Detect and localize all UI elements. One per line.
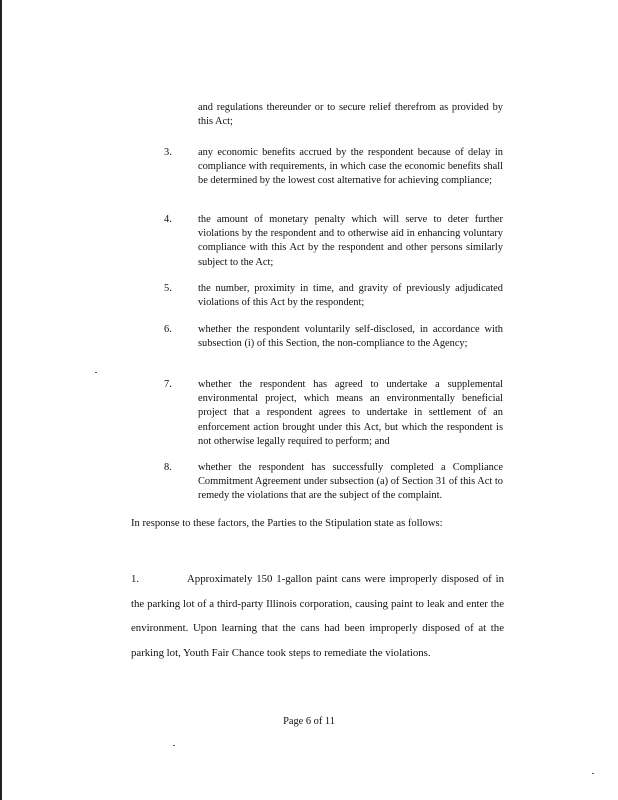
item-text: whether the respondent has agreed to undertake a supplemental environmental project, which means an environmentally beneficial project that a respondent agrees to undertake in settlement of an enforcement action brought under this Act, but which the respondent is not otherwise legally required to perform; and: [198, 379, 503, 447]
paragraph-text: Approximately 150 1-gallon paint cans were improperly disposed of in the parking lot of a third-party Illinois corporation, causing paint to leak and enter the environment. Upon learning that the cans had been improperly disposed of at the parking lot, Youth Fair Chance took steps to remediate the violations.: [131, 573, 504, 659]
page-footer: Page 6 of 11: [283, 716, 335, 727]
scan-edge: [0, 0, 2, 800]
item-continuation: and regulations thereunder or to secure relief therefrom as provided by this Act;: [198, 102, 503, 128]
numbered-paragraph: [131, 567, 504, 665]
item-number: 4.: [164, 214, 172, 225]
item-number: 5.: [164, 283, 172, 294]
paragraph-number: 1.: [131, 573, 140, 585]
item-number: 7.: [164, 379, 172, 390]
item-text: any economic benefits accrued by the respondent because of delay in compliance with requirements, in which case the economic benefits shall be determined by the lowest cost alternative for achieving compliance;: [198, 147, 503, 187]
scan-speck: [95, 372, 97, 373]
scan-speck: [592, 773, 594, 774]
item-number: 3.: [164, 147, 172, 158]
item-text: the number, proximity in time, and gravity of previously adjudicated violations of this Act by the respondent;: [198, 283, 503, 309]
scan-speck: [173, 745, 175, 746]
item-number: 6.: [164, 324, 172, 335]
intro-sentence: In response to these factors, the Parties to the Stipulation state as follows:: [131, 518, 443, 529]
item-number: 8.: [164, 462, 172, 473]
item-text: whether the respondent voluntarily self-disclosed, in accordance with subsection (i) of this Section, the non-compliance to the Agency;: [198, 324, 503, 350]
item-text: the amount of monetary penalty which will serve to deter further violations by the respondent and to otherwise aid in enhancing voluntary compliance with this Act by the respondent and other persons similarly subject to the Act;: [198, 214, 503, 268]
item-text: whether the respondent has successfully completed a Compliance Commitment Agreement under subsection (a) of Section 31 of this Act to remedy the violations that are the subject of the complaint.: [198, 462, 503, 502]
